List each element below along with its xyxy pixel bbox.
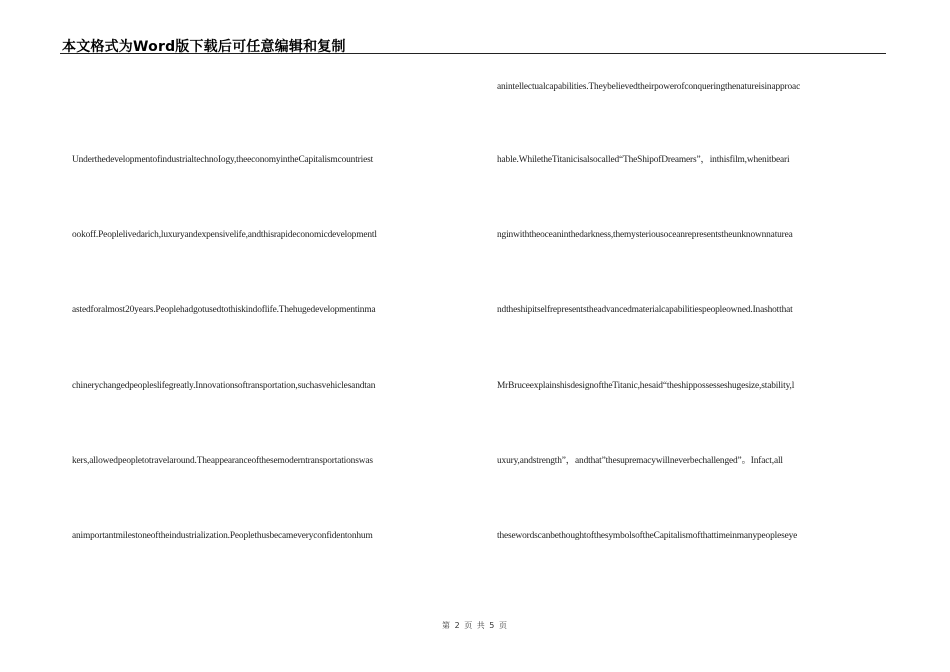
left-line-7: animportantmilestoneoftheindustrialization.Peoplethusbecameveryconfidentonhum — [72, 531, 373, 541]
left-line-4: astedforalmost20years.Peoplehadgotusedtothiskindoflife.Thehugedevelopmentinma — [72, 305, 376, 315]
left-line-3: ookoff.Peoplelivedarich,luxuryandexpensivelife,andthisrapideconomicdevelopmentl — [72, 230, 377, 240]
right-line-6: uxury,andstrength”，andthat”thesupremacywillneverbechallenged”。Infact,all — [497, 456, 783, 466]
document-header-title: 本文格式为Word版下载后可任意编辑和复制 — [62, 39, 346, 55]
right-line-5: MrBruceexplainshisdesignoftheTitanic,hesaid“theshippossesseshugesize,stability,l — [497, 381, 795, 391]
page-number-footer: 第 2 页 共 5 页 — [442, 621, 508, 630]
left-line-2: UnderthedevelopmentofindustrialtechnoIogy,theeconomyintheCapitalismcountriest — [72, 155, 374, 165]
right-line-2: hable.WhiletheTitanicisalsocalled“TheShipofDreamers”，inthisfilm,whenitbeari — [497, 155, 790, 165]
right-line-1: anintellectualcapabilities.Theybelievedtheirpowerofconqueringthenatureisinapproac — [497, 82, 801, 92]
right-line-7: thesewordscanbethoughtofthesymbolsoftheCapitalismofthattimeinmanypeopleseye — [497, 531, 798, 541]
right-line-3: nginwiththeoceaninthedarkness,themysteriousoceanrepresentstheunknownnaturea — [497, 230, 793, 240]
right-line-4: ndtheshipitselfrepresentstheadvancedmaterialcapabilitiespeopleowned.Inashotthat — [497, 305, 793, 315]
left-line-6: kers,allowedpeopletotravelaround.Theappearanceofthesemoderntransportationswas — [72, 456, 373, 466]
header-divider — [60, 53, 886, 54]
left-line-5: chinerychangedpeopleslifegreatly.Innovationsoftransportation,suchasvehiclesandtan — [72, 381, 376, 391]
